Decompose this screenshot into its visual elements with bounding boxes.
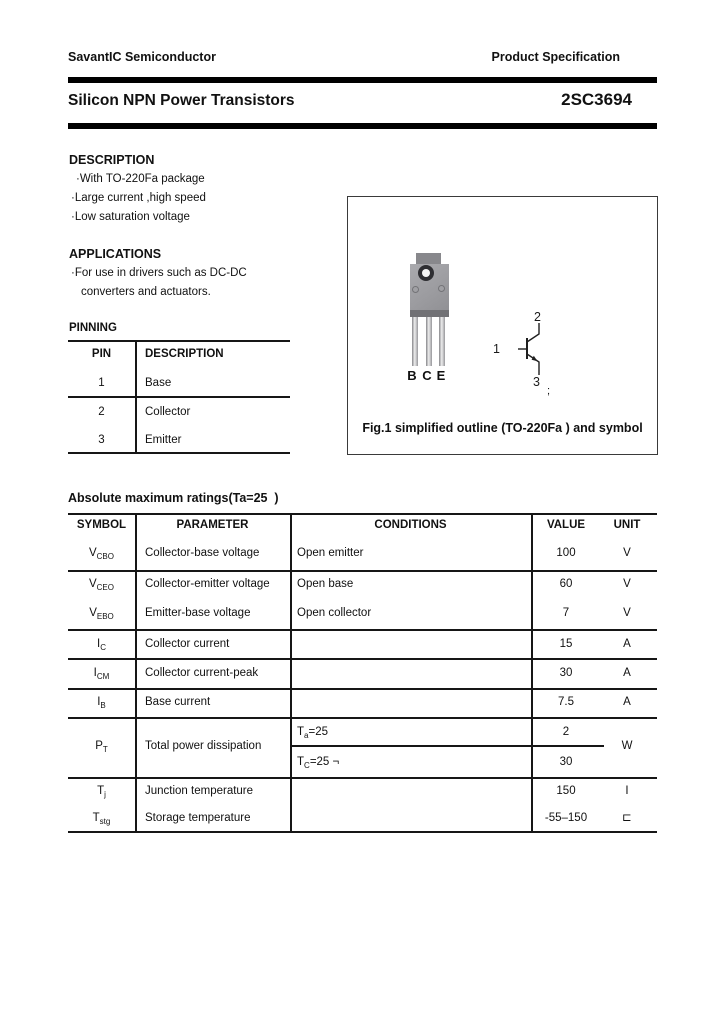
symbol-vebo: $V_{EBO}$	[89, 607, 114, 621]
description-item: ·Large current ,high speed	[71, 192, 206, 204]
description-item: ·With TO-220Fa package	[76, 173, 205, 185]
unit: A	[623, 696, 631, 708]
conditions-tc: $T_C=25$ ¬	[297, 756, 340, 770]
pin-number: 3	[98, 434, 105, 446]
figure-caption: Fig.1 simplified outline (TO-220Fa ) and symbol	[362, 421, 643, 435]
stray-mark: ;	[547, 385, 551, 397]
conditions: Open base	[297, 578, 354, 590]
symbol-tj: $T_j$	[97, 785, 106, 799]
package-leg-base	[412, 317, 418, 366]
pin-description: Emitter	[145, 434, 182, 446]
symbol-ic: $I_C$	[97, 638, 106, 652]
pin-description: Base	[145, 377, 172, 389]
parameter: Emitter-base voltage	[145, 607, 251, 619]
package-leg-collector	[426, 317, 432, 366]
emitter-arrow-icon	[532, 356, 538, 361]
symbol-pt: $P_T$	[95, 740, 108, 754]
unit: A	[623, 638, 631, 650]
ratings-table	[68, 513, 657, 833]
value: 7.5	[558, 696, 574, 708]
symbol-pin3-label: 3	[533, 375, 540, 389]
pin-desc-col-header: DESCRIPTION	[145, 348, 224, 360]
unit: ⊏	[622, 812, 632, 824]
header-rule-top	[68, 77, 657, 83]
applications-line: ·For use in drivers such as DC-DC	[71, 267, 247, 279]
value-tc: 30	[559, 756, 573, 768]
parameter: Collector-base voltage	[145, 547, 260, 559]
unit: V	[623, 607, 631, 619]
description-heading: DESCRIPTION	[69, 153, 155, 167]
col-header-symbol: SYMBOL	[76, 519, 127, 531]
figure-box	[347, 196, 658, 455]
value: 15	[559, 638, 573, 650]
parameter: Collector current-peak	[145, 667, 259, 679]
parameter: Junction temperature	[145, 785, 254, 797]
description-item: ·Low saturation voltage	[71, 211, 190, 223]
value: 100	[556, 547, 576, 559]
conditions-ta: $T_a=25$	[297, 726, 328, 740]
symbol-pin2-label: 2	[534, 310, 541, 324]
package-base-strip	[410, 310, 449, 317]
company-name: SavantIC Semiconductor	[68, 50, 216, 64]
pin-col-header: PIN	[91, 348, 112, 360]
symbol-tstg: $T_{stg}$	[92, 812, 111, 826]
value: 30	[559, 667, 573, 679]
product-spec-label: Product Specification	[491, 50, 620, 64]
pinning-table	[68, 340, 290, 454]
parameter: Collector current	[145, 638, 230, 650]
value: -55–150	[544, 812, 588, 824]
leg-label-b: B	[407, 368, 417, 383]
value-ta: 2	[562, 726, 570, 738]
col-header-value: VALUE	[546, 519, 586, 531]
unit: W	[621, 740, 633, 752]
unit: I	[625, 785, 629, 797]
pinning-heading: PINNING	[69, 322, 117, 334]
parameter: Base current	[145, 696, 211, 708]
ratings-heading: Absolute maximum ratings(Ta=25 )	[68, 491, 279, 505]
symbol-pin1-label: 1	[493, 342, 500, 356]
leg-label-e: E	[436, 368, 446, 383]
parameter: Storage temperature	[145, 812, 251, 824]
applications-line: converters and actuators.	[81, 286, 211, 298]
pin-number: 2	[98, 406, 105, 418]
applications-heading: APPLICATIONS	[69, 247, 162, 261]
unit: A	[623, 667, 631, 679]
unit: V	[623, 547, 631, 559]
part-number: 2SC3694	[561, 90, 632, 109]
package-dimple	[412, 286, 419, 293]
unit: V	[623, 578, 631, 590]
symbol-vcbo: $V_{CBO}$	[88, 547, 114, 561]
pin-number: 1	[98, 377, 105, 389]
header-rule-bottom	[68, 123, 657, 129]
npn-transistor-symbol	[488, 302, 568, 392]
page-title: Silicon NPN Power Transistors	[68, 92, 295, 109]
value: 7	[562, 607, 570, 619]
package-dimple	[438, 285, 445, 292]
parameter: Total power dissipation	[145, 740, 262, 752]
symbol-icm: $I_{CM}$	[93, 667, 110, 681]
value: 60	[559, 578, 573, 590]
package-leg-emitter	[439, 317, 445, 366]
symbol-vceo: $V_{CEO}$	[88, 578, 114, 592]
leg-label-c: C	[422, 368, 432, 383]
parameter: Collector-emitter voltage	[145, 578, 270, 590]
value: 150	[556, 785, 576, 797]
conditions: Open emitter	[297, 547, 364, 559]
col-header-parameter: PARAMETER	[176, 519, 249, 531]
col-header-conditions: CONDITIONS	[374, 519, 447, 531]
conditions: Open collector	[297, 607, 372, 619]
pin-description: Collector	[145, 406, 191, 418]
col-header-unit: UNIT	[613, 519, 641, 531]
symbol-ib: $I_B$	[97, 696, 106, 710]
pt-subrow-divider	[290, 745, 604, 747]
